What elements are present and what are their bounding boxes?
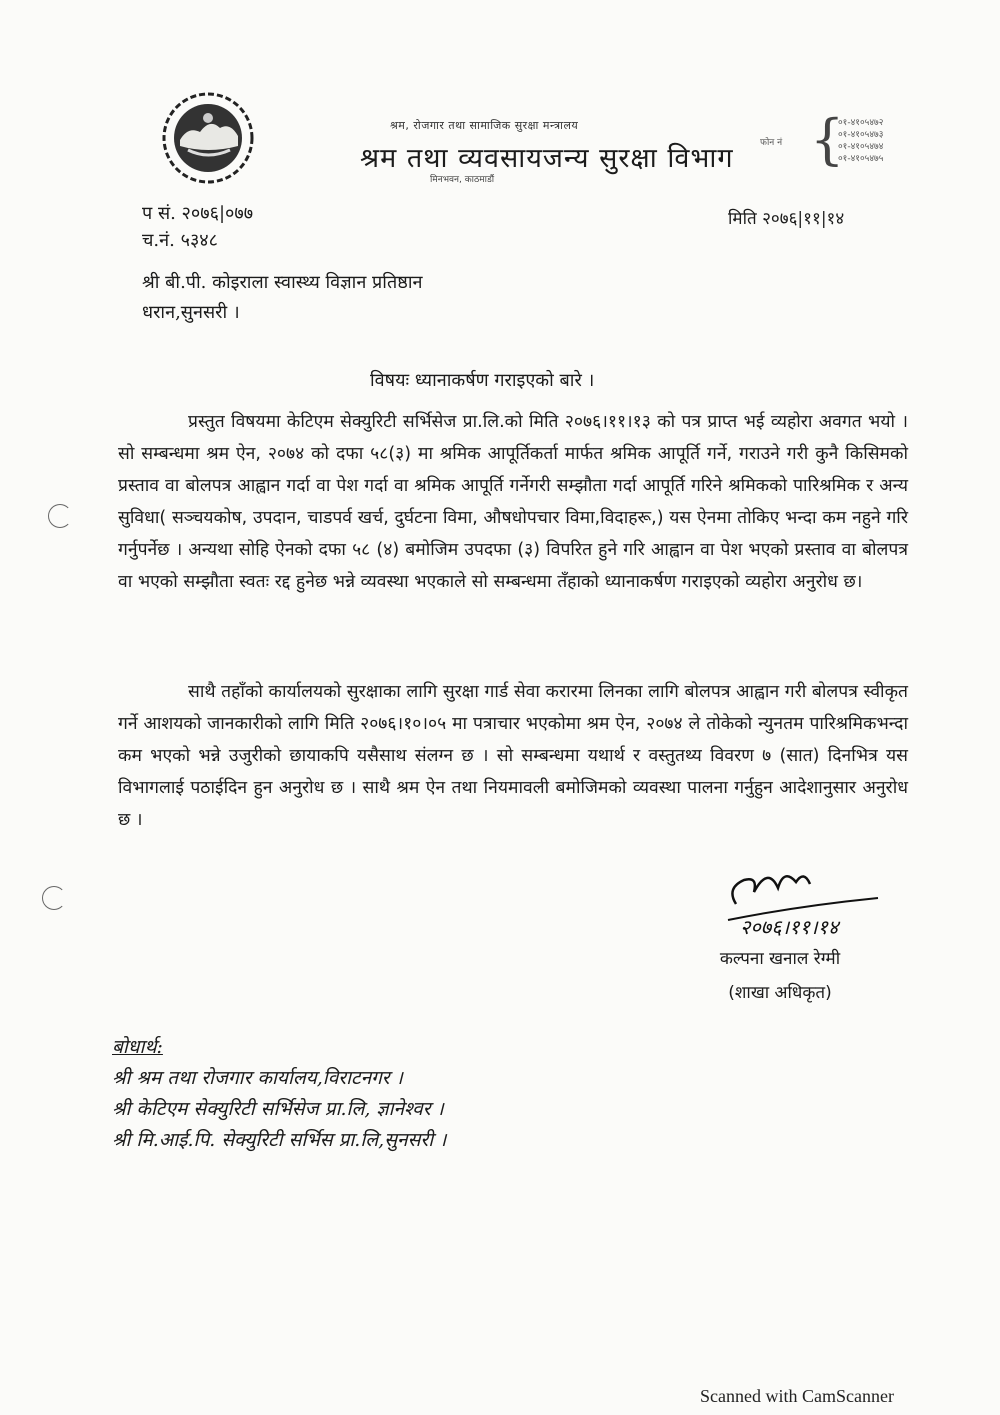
cc-heading: बोधार्थ:: [112, 1036, 163, 1058]
punch-hole-icon: [42, 886, 66, 910]
contact-line: ०१-४१०५४७४: [838, 142, 884, 152]
cc-item: श्री श्रम तथा रोजगार कार्यालय,विराटनगर ।: [112, 1067, 403, 1089]
punch-hole-icon: [48, 504, 72, 528]
department-location: मिनभवन, काठमाडौं: [430, 175, 495, 185]
ministry-name: श्रम, रोजगार तथा सामाजिक सुरक्षा मन्त्रालय: [390, 119, 579, 132]
recipient-block: [142, 268, 422, 328]
cc-item: श्री मि.आई.पि. सेक्युरिटी सर्भिस प्रा.लि,सुनसरी ।: [112, 1129, 447, 1151]
contact-line: ०१-४१०५४७२: [838, 118, 884, 128]
letter-number: प सं. २०७६|०७७: [142, 203, 254, 224]
paragraph-2-text: साथै तहाँको कार्यालयको सुरक्षाका लागि सुरक्षा गार्ड सेवा करारमा लिनका लागि बोलपत्र आह्वान गरी बोलपत्र स्वीकृत गर्ने आशयको जानकारीको लागि मिति २०७६।१०।०५ मा पत्राचार भएकोमा श्रम ऐन, २०७४ ले तोकेको न्युनतम पारिश्रमिकभन्दा कम भएको भन्ने उजुरीको छायाकपि यसैसाथ संलग्न छ । सो सम्बन्धमा यथार्थ र वस्तुतथ्य विवरण ७ (सात) दिनभित्र यस विभागलाई पठाईदिन हुन अनुरोध छ । साथै श्रम ऐन तथा नियमावली बमोजिमको व्यवस्था पालना गर्नुहुन आदेशानुसार अनुरोध छ ।: [118, 682, 908, 830]
body-paragraph-1: [118, 406, 908, 598]
brace-icon: {: [810, 108, 845, 171]
handwritten-signature: [718, 858, 888, 940]
contact-line: ०१-४१०५४७५: [838, 154, 884, 164]
signatory-block: [690, 942, 870, 1010]
cc-block: [112, 1032, 446, 1156]
contact-line: ०१-४१०५४७३: [838, 130, 884, 140]
signature-date: २०७६।११।१४: [740, 915, 839, 939]
letter-date: मिति २०७६|११|१४: [728, 209, 845, 229]
reference-numbers: [142, 200, 253, 254]
recipient-address: धरान,सुनसरी ।: [142, 302, 240, 323]
nepal-emblem-logo: [158, 88, 258, 188]
letter-subject: विषयः ध्यानाकर्षण गराइएको बारे ।: [370, 370, 595, 391]
paragraph-1-text: प्रस्तुत विषयमा केटिएम सेक्युरिटी सर्भिसेज प्रा.लि.को मिति २०७६।११।१३ को पत्र प्राप्त भई व्यहोरा अवगत भयो । सो सम्बन्धमा श्रम ऐन, २०७४ को दफा ५८(३) मा श्रमिक आपूर्तिकर्ता मार्फत श्रमिक आपूर्ति गर्ने, गराउने गरी कुनै किसिमको प्रस्ताव वा बोलपत्र आह्वान गर्दा वा पेश गर्दा वा श्रमिक आपूर्ति गर्नेगरी सम्झौता गर्दा आपूर्ति गरिने श्रमिकको पारिश्रमिक र अन्य सुविधा( सञ्चयकोष, उपदान, चाडपर्व खर्च, दुर्घटना विमा, औषधोपचार विमा,विदाहरू,) यस ऐनमा तोकिए भन्दा कम नहुने गरि गर्नुपर्नेछ । अन्यथा सोहि ऐनको दफा ५८ (४) बमोजिम उपदफा (३) विपरित हुने गरि आह्वान वा पेश भएको प्रस्ताव वा बोलपत्र वा भएको सम्झौता स्वतः रद्द हुनेछ भन्ने व्यवस्था भएकाले सो सम्बन्धमा तँहाको ध्यानाकर्षण गराइएको व्यहोरा अनुरोध छ।: [118, 412, 908, 592]
signatory-name: कल्पना खनाल रेग्मी: [719, 949, 841, 969]
department-name: श्रम तथा व्यवसायजन्य सुरक्षा विभाग: [360, 143, 734, 174]
cc-item: श्री केटिएम सेक्युरिटी सर्भिसेज प्रा.लि, ज्ञानेश्वर ।: [112, 1098, 444, 1120]
body-paragraph-2: [118, 676, 908, 836]
recipient-name: श्री बी.पी. कोइराला स्वास्थ्य विज्ञान प्रतिष्ठान: [142, 272, 423, 293]
signatory-designation: (शाखा अधिकृत): [728, 983, 832, 1003]
scanner-watermark: Scanned with CamScanner: [700, 1386, 894, 1406]
contact-label: फोन नं: [760, 138, 783, 148]
dispatch-number: च.नं. ५३४८: [142, 230, 219, 251]
